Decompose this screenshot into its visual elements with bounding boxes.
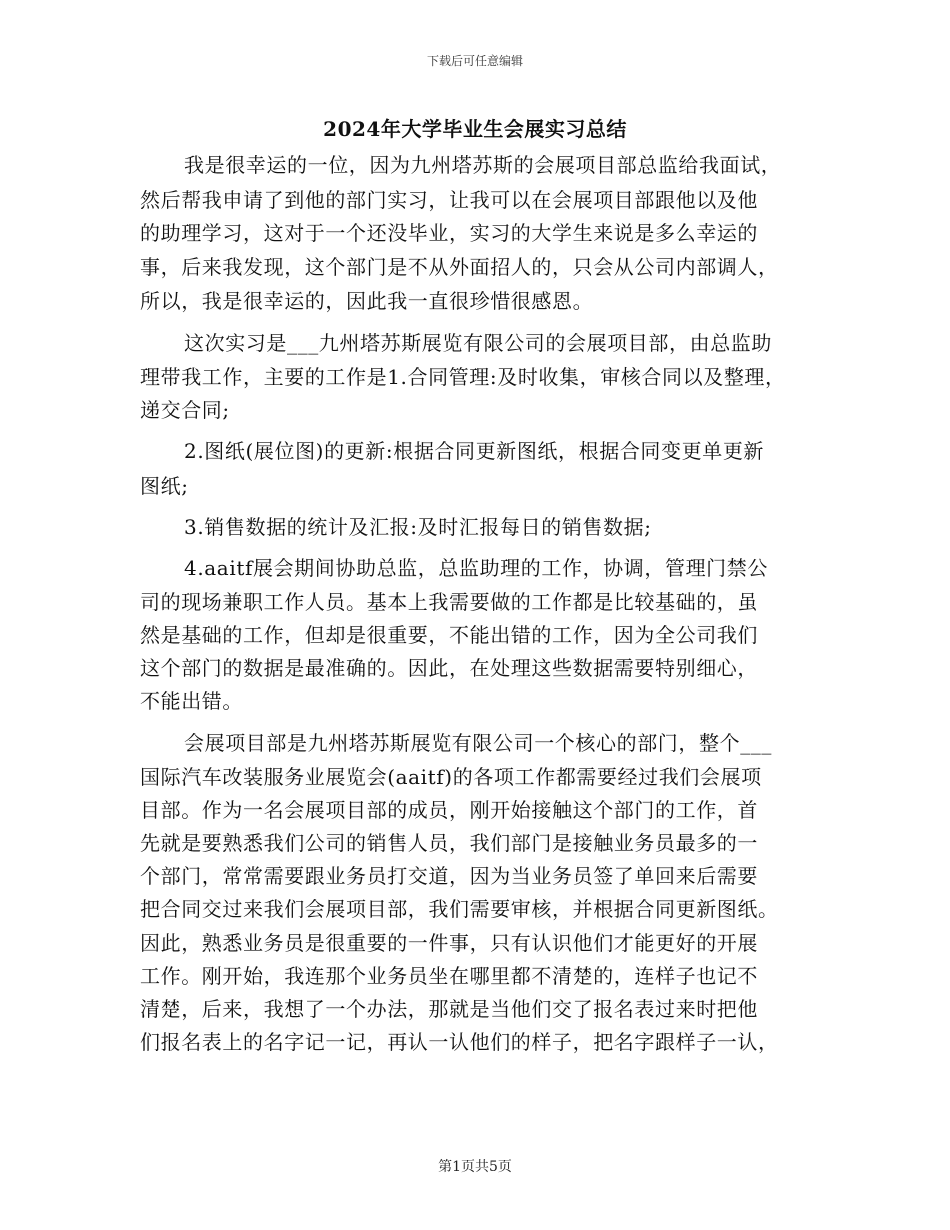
body-line: 不能出错。 [140,689,243,713]
body-line: 司的现场兼职工作人员。基本上我需要做的工作都是比较基础的，虽 [140,590,758,614]
body-line: 把合同交过来我们会展项目部，我们需要审核，并根据合同更新图纸。 [140,897,779,921]
body-line: 事，后来我发现，这个部门是不从外面招人的，只会从公司内部调人， [140,255,779,279]
body-line: 4.aaitf展会期间协助总监，总监助理的工作，协调，管理门禁公 [184,556,768,580]
body-line: 理带我工作，主要的工作是1.合同管理:及时收集，审核合同以及整理， [140,365,786,389]
body-line: 3.销售数据的统计及汇报:及时汇报每日的销售数据; [184,515,652,539]
page-footer: 第1页共5页 [438,1159,512,1175]
body-line: 图纸; [140,474,189,498]
body-line: 国际汽车改装服务业展览会(aaitf)的各项工作都需要经过我们会展项 [140,765,762,789]
body-line: 们报名表上的名字记一记，再认一认他们的样子，把名字跟样子一认， [140,1030,779,1054]
body-line: 因此，熟悉业务员是很重要的一件事，只有认识他们才能更好的开展 [140,931,758,955]
body-line: 这个部门的数据是最准确的。因此，在处理这些数据需要特别细心， [140,656,758,680]
body-line: 然是基础的工作，但却是很重要，不能出错的工作，因为全公司我们 [140,623,758,647]
body-line: 2.图纸(展位图)的更新:根据合同更新图纸，根据合同变更单更新 [184,439,765,463]
body-line: 然后帮我申请了到他的部门实习，让我可以在会展项目部跟他以及他 [140,188,758,212]
document-title: 2024年大学毕业生会展实习总结 [323,117,627,141]
body-line: 个部门，常常需要跟业务员打交道，因为当业务员签了单回来后需要 [140,864,758,888]
body-line: 递交合同; [140,398,230,422]
body-line: 目部。作为一名会展项目部的成员，刚开始接触这个部门的工作，首 [140,798,758,822]
body-line: 这次实习是___九州塔苏斯展览有限公司的会展项目部，由总监助 [184,331,772,355]
body-line: 工作。刚开始，我连那个业务员坐在哪里都不清楚的，连样子也记不 [140,964,758,988]
body-line: 会展项目部是九州塔苏斯展览有限公司一个核心的部门，整个___ [184,731,772,755]
body-line: 先就是要熟悉我们公司的销售人员，我们部门是接触业务员最多的一 [140,831,758,855]
header-note: 下载后可任意编辑 [426,54,523,68]
body-line: 的助理学习，这对于一个还没毕业，实习的大学生来说是多么幸运的 [140,221,758,245]
body-line: 我是很幸运的一位，因为九州塔苏斯的会展项目部总监给我面试， [184,153,782,177]
body-line: 所以，我是很幸运的，因此我一直很珍惜很感恩。 [140,289,594,313]
body-line: 清楚，后来，我想了一个办法，那就是当他们交了报名表过来时把他 [140,997,758,1021]
